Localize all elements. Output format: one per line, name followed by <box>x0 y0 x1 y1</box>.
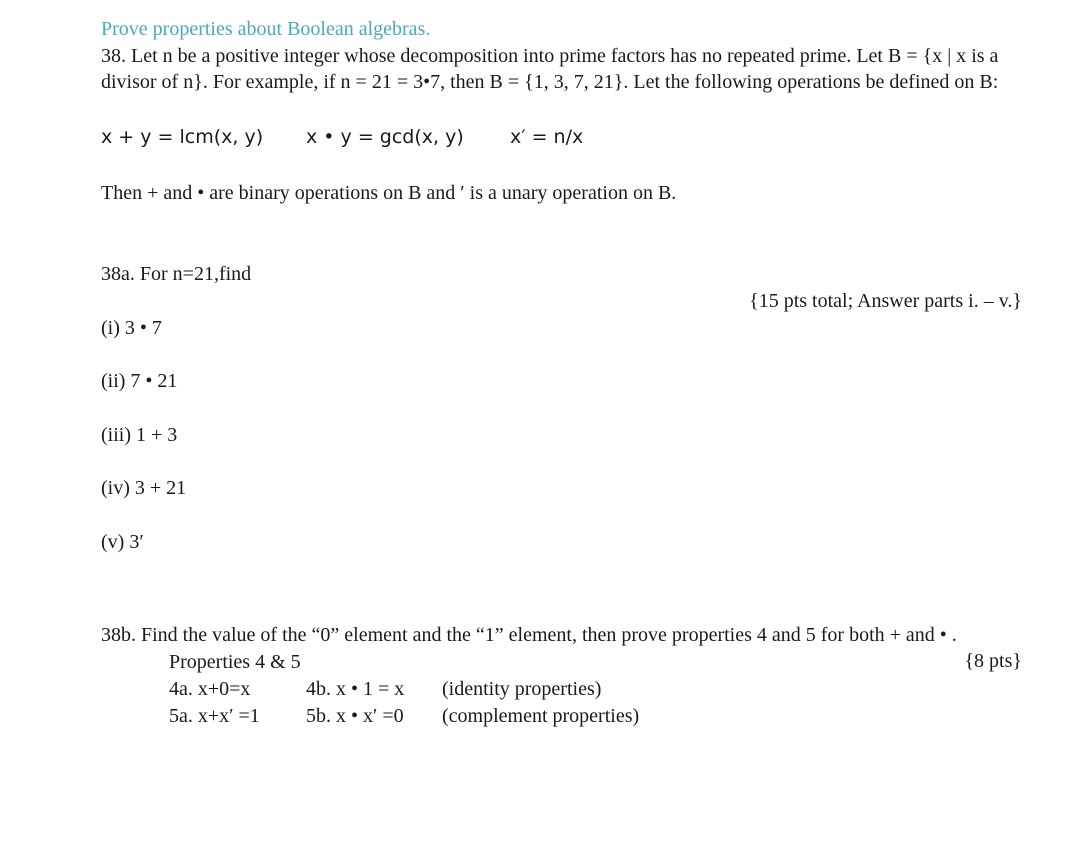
part-a-prompt: 38a. For n=21,find <box>101 263 252 285</box>
part-b-points: {8 pts} <box>964 650 1022 672</box>
document-body <box>101 16 1051 730</box>
part-a-item-iv: (iv) 3 + 21 <box>101 477 187 499</box>
property-5a: 5a. x+x′ =1 <box>169 704 260 727</box>
part-a-item-ii: (ii) 7 • 21 <box>101 370 178 392</box>
part-a-item-v: (v) 3′ <box>101 530 144 553</box>
section-heading: Prove properties about Boolean algebras. <box>101 18 431 40</box>
property-4-label: (identity properties) <box>442 677 602 700</box>
part-a-points: {15 pts total; Answer parts i. – v.} <box>749 290 1022 312</box>
sum-operation: x + y = lcm(x, y) <box>101 125 264 148</box>
product-operation: x • y = gcd(x, y) <box>306 125 464 148</box>
operations-summary: Then + and • are binary operations on B and ′ is a unary operation on B. <box>101 181 677 204</box>
property-5b: 5b. x • x′ =0 <box>306 704 404 727</box>
property-row-identity <box>169 676 1051 703</box>
property-4b: 4b. x • 1 = x <box>306 677 405 700</box>
complement-operation: x′ = n/x <box>510 125 584 148</box>
part-b <box>101 622 1051 730</box>
part-a-item-i: (i) 3 • 7 <box>101 316 162 339</box>
part-a-item-iii: (iii) 1 + 3 <box>101 423 178 446</box>
property-row-complement <box>169 703 1051 730</box>
part-b-prompt: 38b. Find the value of the “0” element and the “1” element, then prove properties 4 and 5 for both + and • . <box>101 624 957 646</box>
properties-title: Properties 4 & 5 <box>169 650 301 673</box>
part-a <box>101 261 1051 582</box>
problem-intro: 38. Let n be a positive integer whose decomposition into prime factors has no repeated prime. Let B = {x | x is a divisor of n}. For example, if n = 21 = 3•7, then B = {1, 3, 7, 21}. Let the following operations be defined on B: <box>101 44 999 93</box>
property-4a: 4a. x+0=x <box>169 677 251 700</box>
operations-definitions <box>101 124 1051 150</box>
part-a-items <box>101 315 1051 583</box>
properties-block <box>169 649 1051 730</box>
property-5-label: (complement properties) <box>442 704 640 727</box>
